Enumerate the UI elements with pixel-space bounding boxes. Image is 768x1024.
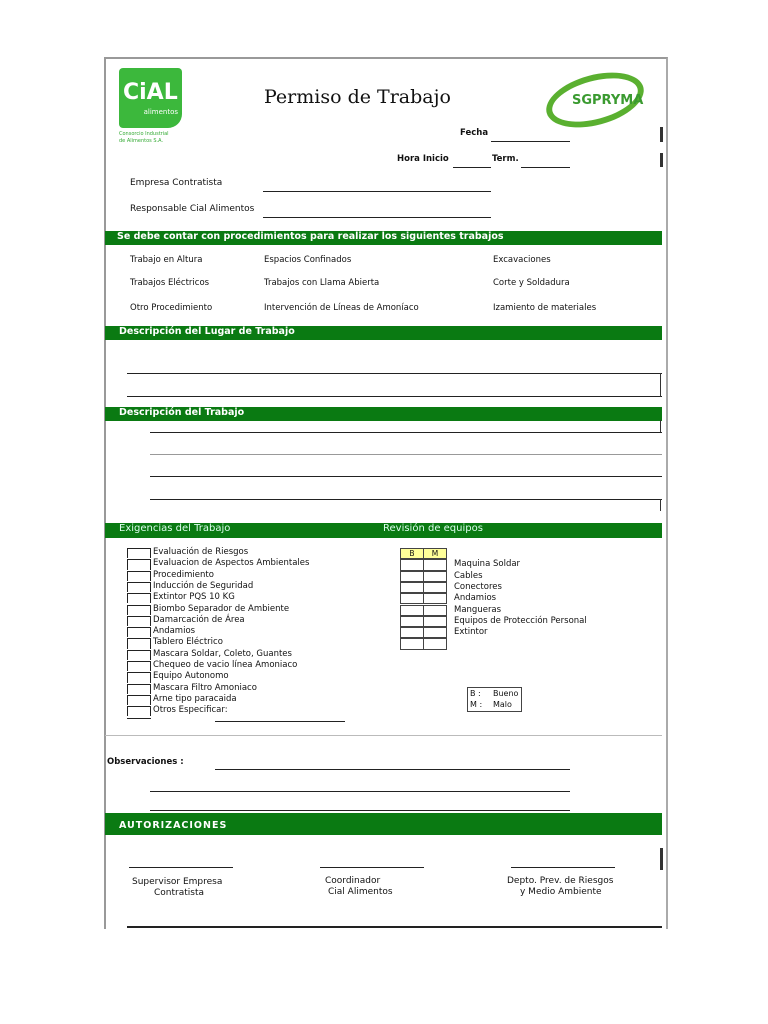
exigencia-checkbox[interactable] <box>127 695 151 705</box>
malo-cell[interactable] <box>423 627 447 638</box>
trabajo-line[interactable] <box>150 432 662 433</box>
malo-cell[interactable] <box>423 582 447 593</box>
equipo-label: Cables <box>454 570 483 581</box>
observaciones-label: Observaciones : <box>107 757 184 767</box>
exigencia-checkbox[interactable] <box>127 650 151 660</box>
bueno-cell[interactable] <box>400 627 424 638</box>
trabajo-line[interactable] <box>150 476 662 477</box>
bueno-cell[interactable] <box>400 605 424 616</box>
signature-line[interactable] <box>129 867 233 868</box>
exigencia-label: Tablero Eléctrico <box>153 637 223 648</box>
equipo-label: Andamios <box>454 593 497 604</box>
exigencias-header: Exigencias del Trabajo Revisión de equipos <box>105 523 662 538</box>
observaciones-line[interactable] <box>215 769 570 770</box>
signature-line[interactable] <box>511 867 615 868</box>
malo-cell[interactable] <box>423 571 447 582</box>
exigencia-label: Otros Especificar: <box>153 705 228 716</box>
exigencia-checkbox[interactable] <box>127 627 151 637</box>
exigencia-checkbox[interactable] <box>127 593 151 603</box>
bueno-cell[interactable] <box>400 559 424 570</box>
bueno-cell[interactable] <box>400 582 424 593</box>
exigencia-label: Andamios <box>153 626 196 637</box>
exigencia-checkbox[interactable] <box>127 548 151 558</box>
exigencia-checkbox[interactable] <box>127 661 151 671</box>
equipo-label: Mangueras <box>454 604 502 615</box>
exigencia-checkbox[interactable] <box>127 684 151 694</box>
exigencia-checkbox[interactable] <box>127 582 151 592</box>
bueno-cell[interactable] <box>400 638 424 649</box>
equipo-label: Equipos de Protección Personal <box>454 615 587 626</box>
hora-inicio-field[interactable] <box>453 167 491 168</box>
exigencia-label: Mascara Soldar, Coleto, Guantes <box>153 648 292 659</box>
exigencia-checkbox[interactable] <box>127 559 151 569</box>
malo-cell[interactable] <box>423 616 447 627</box>
responsable-field[interactable] <box>263 217 491 218</box>
equipo-label: Conectores <box>454 581 502 592</box>
term-field[interactable] <box>521 167 570 168</box>
exigencia-checkbox[interactable] <box>127 571 151 581</box>
lugar-line[interactable] <box>127 396 662 397</box>
exigencia-checkbox[interactable] <box>127 638 151 648</box>
exigencia-label: Inducción de Seguridad <box>153 580 254 591</box>
bueno-cell[interactable] <box>400 571 424 582</box>
lugar-header: Descripción del Lugar de Trabajo <box>105 326 662 340</box>
legend-box: B : Bueno M : Malo <box>467 687 522 712</box>
col-b-header: B <box>400 548 424 559</box>
trabajo-line[interactable] <box>150 454 662 455</box>
bueno-cell[interactable] <box>400 593 424 604</box>
exigencia-checkbox[interactable] <box>127 616 151 626</box>
signature-line[interactable] <box>320 867 424 868</box>
exigencia-label: Evaluacion de Aspectos Ambientales <box>153 558 310 569</box>
exigencia-label: Arne tipo paracaida <box>153 693 237 704</box>
page-title: Permiso de Trabajo <box>264 86 451 108</box>
malo-cell[interactable] <box>423 593 447 604</box>
fecha-field[interactable] <box>491 141 570 142</box>
observaciones-line[interactable] <box>150 791 570 792</box>
exigencia-checkbox[interactable] <box>127 605 151 615</box>
logo-caption: Consorcio Industrial <box>119 131 169 137</box>
exigencia-label: Equipo Autonomo <box>153 671 229 682</box>
trabajo-header: Descripción del Trabajo <box>105 407 662 421</box>
exigencia-checkbox[interactable] <box>127 672 151 682</box>
cial-logo: CiAL alimentos <box>119 68 182 128</box>
fecha-label: Fecha <box>460 128 489 138</box>
exigencia-label: Mascara Filtro Amoniaco <box>153 682 257 693</box>
exigencia-checkbox[interactable] <box>127 706 151 716</box>
malo-cell[interactable] <box>423 638 447 649</box>
exigencia-label: Evaluación de Riesgos <box>153 547 249 557</box>
observaciones-line[interactable] <box>150 810 570 811</box>
empresa-field[interactable] <box>263 191 491 192</box>
lugar-line[interactable] <box>127 373 662 374</box>
equipo-label: Extintor <box>454 627 488 638</box>
trabajo-line[interactable] <box>150 499 662 500</box>
malo-cell[interactable] <box>423 605 447 616</box>
exigencia-label: Damarcación de Área <box>153 614 245 625</box>
otros-especificar-field[interactable] <box>215 721 345 722</box>
malo-cell[interactable] <box>423 559 447 570</box>
col-m-header: M <box>423 548 447 559</box>
equipo-label: Maquina Soldar <box>454 559 521 570</box>
bueno-cell[interactable] <box>400 616 424 627</box>
exigencia-label: Biombo Separador de Ambiente <box>153 603 290 614</box>
autorizaciones-header: AUTORIZACIONES <box>105 813 662 835</box>
exigencia-label: Extintor PQS 10 KG <box>153 592 235 603</box>
exigencia-label: Chequeo de vacio línea Amoniaco <box>153 660 298 670</box>
procedimientos-header: Se debe contar con procedimientos para realizar los siguientes trabajos <box>105 231 662 245</box>
exigencia-label: Procedimiento <box>153 569 214 580</box>
